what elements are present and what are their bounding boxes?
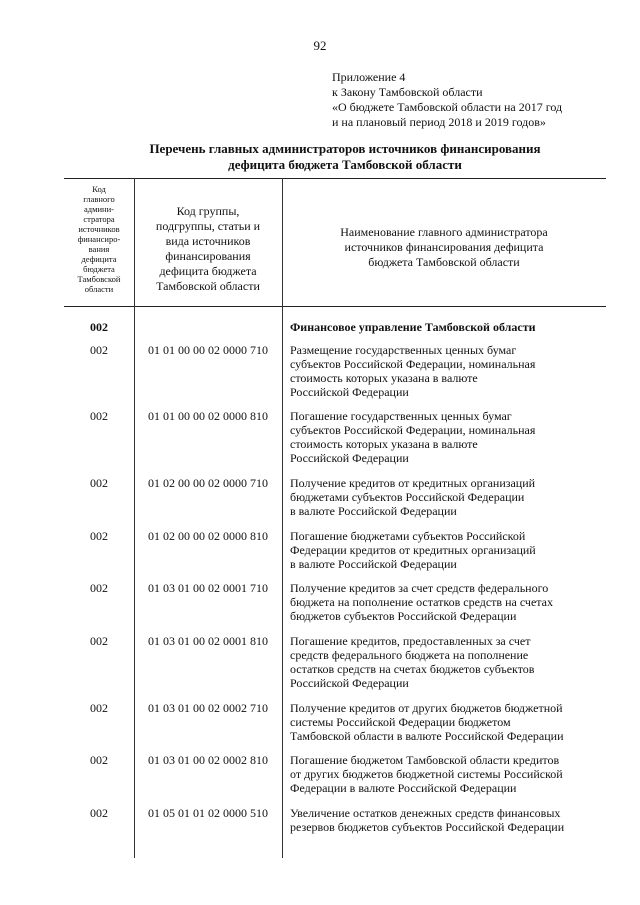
row-name: Размещение государственных ценных бумаг субъектов Российской Федерации, номинальная стоимость которых указана в валюте Российской Федерации — [290, 343, 536, 399]
row-admin-code: 002 — [90, 529, 108, 543]
row-admin-code: 002 — [90, 634, 108, 648]
row-source-code: 01 03 01 00 02 0001 810 — [148, 634, 268, 648]
appendix-line: к Закону Тамбовской области — [332, 85, 483, 99]
appendix-line: Приложение 4 — [332, 70, 406, 84]
row-source-code: 01 03 01 00 02 0001 710 — [148, 581, 268, 595]
appendix-line: и на плановый период 2018 и 2019 годов» — [332, 115, 546, 129]
table-top-rule — [64, 178, 606, 179]
row-name: Увеличение остатков денежных средств финансовых резервов бюджетов субъектов Российской Федерации — [290, 806, 565, 834]
row-source-code: 01 02 00 00 02 0000 710 — [148, 476, 268, 490]
row-name: Погашение бюджетами субъектов Российской Федерации кредитов от кредитных организаций в валюте Российской Федерации — [290, 529, 536, 571]
header-source-code: Код группы, подгруппы, статьи и вида источников финансирования дефицита бюджета Тамбовской области — [155, 204, 261, 293]
row-admin-code: 002 — [90, 753, 108, 767]
row-admin-code: 002 — [90, 409, 108, 423]
row-source-code: 01 03 01 00 02 0002 710 — [148, 701, 268, 715]
row-admin-code: 002 — [90, 806, 108, 820]
header-administrator-name: Наименование главного администратора источников финансирования дефицита бюджета Тамбовской области — [340, 225, 548, 269]
row-name: Погашение кредитов, предоставленных за счет средств федерального бюджета на пополнение остатков средств на счетах бюджетов субъектов Российской Федерации — [290, 634, 535, 690]
document-title — [60, 141, 630, 173]
page-number: 92 — [313, 38, 327, 53]
row-name: Получение кредитов от других бюджетов бюджетной системы Российской Федерации бюджетом Тамбовской области в валюте Российской Федерации — [290, 701, 564, 743]
row-admin-code: 002 — [90, 343, 108, 357]
row-source-code: 01 05 01 01 02 0000 510 — [148, 806, 268, 820]
table-header-rule — [64, 306, 606, 307]
appendix-line: «О бюджете Тамбовской области на 2017 год — [332, 100, 563, 114]
row-name: Погашение государственных ценных бумаг субъектов Российской Федерации, номинальная стоимость которых указана в валюте Российской Федерации — [290, 409, 536, 465]
row-source-code: 01 01 00 00 02 0000 810 — [148, 409, 268, 423]
row-name: Получение кредитов за счет средств федерального бюджета на пополнение остатков средств на счетах бюджетов субъектов Российской Федерации — [290, 581, 553, 623]
row-source-code: 01 01 00 00 02 0000 710 — [148, 343, 268, 357]
title-line: дефицита бюджета Тамбовской области — [228, 157, 462, 172]
appendix-reference — [332, 70, 632, 130]
row-admin-code: 002 — [90, 320, 108, 334]
row-name: Финансовое управление Тамбовской области — [290, 320, 536, 334]
row-admin-code: 002 — [90, 476, 108, 490]
title-line: Перечень главных администраторов источников финансирования — [149, 141, 541, 156]
row-name: Погашение бюджетом Тамбовской области кредитов от других бюджетов бюджетной системы Российской Федерации в валюте Российской Федерации — [290, 753, 563, 795]
header-administrator-code: Код главного админи- стратора источников финансиро- вания дефицита бюджета Тамбовской области — [77, 184, 121, 294]
row-admin-code: 002 — [90, 581, 108, 595]
row-admin-code: 002 — [90, 701, 108, 715]
row-source-code: 01 03 01 00 02 0002 810 — [148, 753, 268, 767]
row-name: Получение кредитов от кредитных организаций бюджетами субъектов Российской Федерации в валюте Российской Федерации — [290, 476, 536, 518]
column-divider — [282, 178, 283, 858]
row-source-code: 01 02 00 00 02 0000 810 — [148, 529, 268, 543]
